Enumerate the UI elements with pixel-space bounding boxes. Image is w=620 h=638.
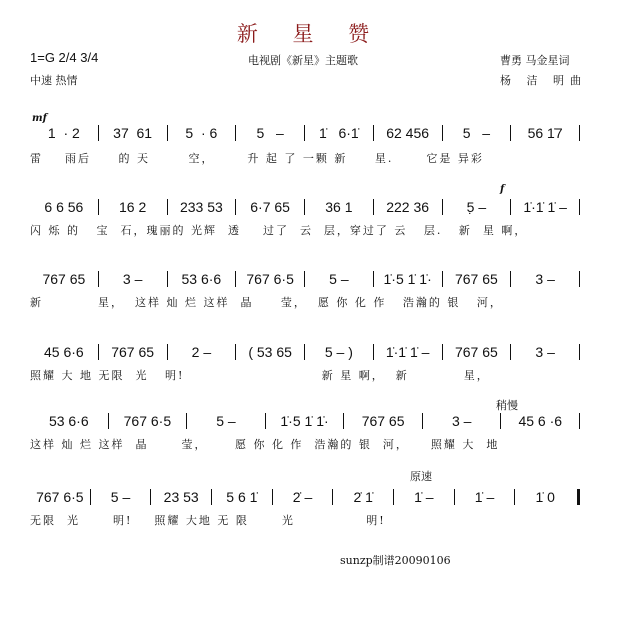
- measure: 1̇ –: [474, 489, 495, 505]
- measure: 56 1̇7: [527, 125, 563, 141]
- measure: 5̣ –: [466, 199, 487, 215]
- song-title: 新 星 赞: [236, 22, 384, 46]
- subtitle: 电视剧《新星》主题歌: [248, 54, 358, 67]
- lyrics-line: 照耀 大 地 无限 光 明! 新 星 啊， 新 星，: [30, 369, 490, 382]
- measure: 1̇ –: [414, 489, 434, 505]
- measure: 767 65: [361, 413, 405, 429]
- measure: 3 –: [451, 413, 472, 429]
- measure: 45 6·6: [44, 344, 84, 360]
- measure: 5 6 1̇: [226, 489, 258, 505]
- measure: 1̇·5 1̇ 1̇·: [280, 413, 329, 429]
- measure: 1 · 2: [47, 125, 80, 141]
- barline: [579, 125, 580, 141]
- tempo-marking: 中速 热情: [30, 74, 78, 87]
- measure: 767 65: [454, 344, 498, 360]
- barline: [579, 413, 580, 429]
- notation-row: [30, 199, 580, 215]
- measure: 2̇ –: [292, 489, 313, 505]
- lyrics-line: 闪 烁 的 宝 石，瑰丽的 光辉 透 过了 云 层，穿过了 云 层. 新 星 啊，: [30, 224, 528, 237]
- tempo-a-tempo: 原速: [410, 470, 432, 483]
- measure: 53 6·6: [181, 271, 222, 287]
- measure: 1̇ 0: [535, 489, 555, 505]
- barline: [579, 199, 580, 215]
- measure: 5 –: [216, 413, 236, 429]
- measure: 37 61: [113, 125, 153, 141]
- measure: 5 –: [462, 125, 490, 141]
- measure: ( 53 65: [248, 344, 292, 360]
- notation-row: [30, 125, 580, 141]
- measure: 36 1: [325, 199, 353, 215]
- barline: [579, 271, 580, 287]
- measure: 2̇ 1̇: [353, 489, 373, 505]
- lyrics-line: 新 星， 这样 灿 烂 这样 晶 莹， 愿 你 化 作 浩瀚的 银 河，: [30, 296, 503, 309]
- notation-row: [30, 413, 580, 429]
- measure: 1̇·5 1̇ 1̇·: [383, 271, 432, 287]
- footer-credit: sunzp制谱20090106: [340, 554, 451, 567]
- composer-credit: 杨 洁 明曲: [500, 74, 587, 87]
- measure: 5 –: [329, 271, 349, 287]
- lyricist-credit: 曹勇 马金星词: [500, 54, 570, 67]
- notation-row: [30, 489, 580, 505]
- measure: 5 · 6: [185, 125, 218, 141]
- key-signature: 1=G 2/4 3/4: [30, 50, 99, 65]
- measure: 767 65: [42, 271, 86, 287]
- measure: 3 –: [122, 271, 143, 287]
- measure: 767 6·5: [123, 413, 172, 429]
- measure: 16 2: [119, 199, 147, 215]
- dynamic-mf: mf: [32, 113, 47, 124]
- measure: 767 65: [454, 271, 498, 287]
- measure: 3 –: [535, 271, 555, 287]
- barline: [579, 344, 580, 360]
- lyrics-line: 这样 灿 烂 这样 晶 莹， 愿 你 化 作 浩瀚的 银 河， 照耀 大 地: [30, 438, 500, 451]
- measure: 6 6 56: [44, 199, 84, 215]
- barline: [577, 489, 580, 505]
- measure: 3 –: [535, 344, 555, 360]
- notation-row: [30, 344, 580, 360]
- measure: 53 6·6: [48, 413, 89, 429]
- tempo-slower: 稍慢: [496, 399, 518, 412]
- measure: 5 –: [110, 489, 131, 505]
- measure: 62 456: [386, 125, 430, 141]
- measure: 767 6·5: [36, 489, 84, 505]
- measure: 767 65: [111, 344, 155, 360]
- measure: 45 6 ·6: [518, 413, 563, 429]
- measure: 1̇ 6·1̇: [319, 125, 359, 141]
- measure: 23 53: [163, 489, 199, 505]
- measure: 1̇·1̇ 1̇ –: [523, 199, 567, 215]
- measure: 6·7 65: [250, 199, 290, 215]
- measure: 233 53: [179, 199, 223, 215]
- measure: 767 6·5: [246, 271, 294, 287]
- measure: 5 – ): [324, 344, 353, 360]
- lyrics-line: 无限 光 明! 照耀 大地 无 限 光 明!: [30, 514, 386, 527]
- notation-row: [30, 271, 580, 287]
- dynamic-f: f: [500, 184, 505, 195]
- measure: 2 –: [191, 344, 212, 360]
- lyrics-line: 雷 雨后 的 天 空， 升 起 了 一颗 新 星. 它是 异彩: [30, 152, 484, 165]
- measure: 5 –: [256, 125, 284, 141]
- measure: 222 36: [386, 199, 430, 215]
- measure: 1̇·1̇ 1̇ –: [385, 344, 430, 360]
